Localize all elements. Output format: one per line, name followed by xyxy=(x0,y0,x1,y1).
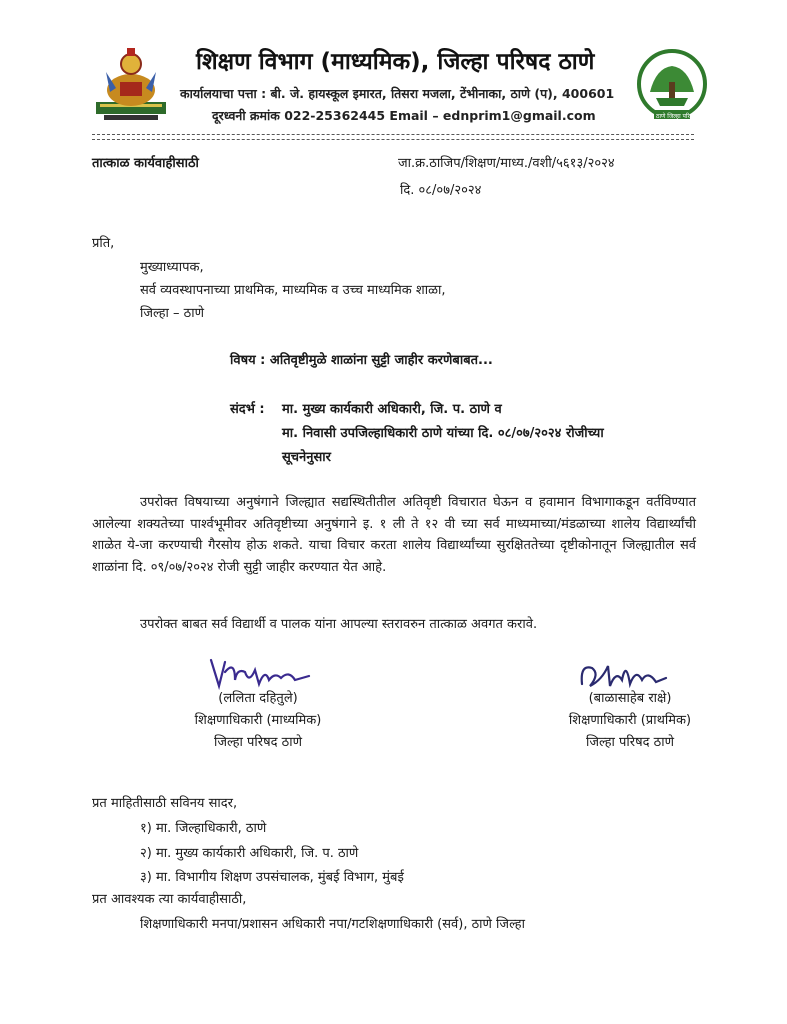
state-emblem-logo xyxy=(90,42,172,124)
zilla-parishad-caption: ठाणे जिल्हा परिषद xyxy=(656,113,697,120)
copy-info-heading: प्रत माहितीसाठी सविनय सादर, xyxy=(92,796,238,811)
office-contact: दूरध्वनी क्रमांक 022-25362445 Email – ednprim1@gmail.com xyxy=(212,108,596,123)
header-rule-top xyxy=(92,134,694,135)
reference-line1: मा. मुख्य कार्यकारी अधिकारी, जि. प. ठाणे व xyxy=(282,402,502,417)
reference-line2: मा. निवासी उपजिल्हाधिकारी ठाणे यांच्या दि. ०८/०७/२०२४ रोजीच्या xyxy=(282,426,604,441)
header-rule-bottom xyxy=(92,139,694,140)
office-address: कार्यालयाचा पत्ता : बी. जे. हायस्कूल इमारत, तिसरा मजला, टेंभीनाका, ठाणे (प), 400601 xyxy=(180,86,615,101)
signatory-left xyxy=(158,688,358,754)
copy-action-heading: प्रत आवश्यक त्या कार्यवाहीसाठी, xyxy=(92,892,247,907)
body-paragraph-2: उपरोक्त बाबत सर्व विद्यार्थी व पालक यांना आपल्या स्तरावरुन तात्काळ अवगत करावे. xyxy=(140,617,538,632)
signatory-right-office: जिल्हा परिषद ठाणे xyxy=(586,735,674,750)
recipient-prati: प्रति, xyxy=(92,236,115,251)
zilla-parishad-logo xyxy=(636,48,708,124)
reference-line3: सूचनेनुसार xyxy=(282,450,331,465)
letter-date: दि. ०८/०७/२०२४ xyxy=(400,183,482,198)
recipient-line2: सर्व व्यवस्थापनाच्या प्राथमिक, माध्यमिक व उच्च माध्यमिक शाळा, xyxy=(140,283,446,298)
reference-number: जा.क्र.ठाजिप/शिक्षण/माध्य./वशी/५६१३/२०२४ xyxy=(398,156,615,171)
copy-info-item: २) मा. मुख्य कार्यकारी अधिकारी, जि. प. ठाणे xyxy=(140,846,359,861)
signatory-right-name: (बाळासाहेब राक्षे) xyxy=(588,691,672,706)
priority-label: तात्काळ कार्यवाहीसाठी xyxy=(92,156,199,171)
signatory-right-designation: शिक्षणाधिकारी (प्राथमिक) xyxy=(568,713,692,728)
reference-label: संदर्भ : xyxy=(230,402,265,417)
signatory-left-name: (ललिता दहितुले) xyxy=(218,691,298,706)
signatory-left-designation: शिक्षणाधिकारी (माध्यमिक) xyxy=(194,713,322,728)
signatory-left-office: जिल्हा परिषद ठाणे xyxy=(214,735,302,750)
body-paragraph-1: उपरोक्त विषयाच्या अनुषंगाने जिल्ह्यात सद्यस्थितीतील अतिवृष्टी विचारात घेऊन व हवामान विभागाकडून वर्तविण्यात आलेल्या शक्यतेच्या पार्श्वभूमीवर अतिवृष्टीच्या अनुषंगाने इ. १ ली ते १२ वी च्या सर्व माध्यमाच्या/मंडळाच्या शालेय विद्यार्थ्यांची शाळेत ये-जा करण्याची गैरसोय होऊ शकते. याचा विचार करता शालेय विद्यार्थ्यांच्या सुरक्षिततेच्या दृष्टीकोनातून जिल्ह्यातील सर्व शाळांना दि. ०९/०७/२०२४ रोजी सुट्टी जाहीर करण्यात येत आहे. xyxy=(92,495,696,575)
office-title: शिक्षण विभाग (माध्यमिक), जिल्हा परिषद ठाणे xyxy=(196,49,595,75)
copy-info-item: १) मा. जिल्हाधिकारी, ठाणे xyxy=(140,821,267,836)
subject-line: विषय : अतिवृष्टीमुळे शाळांना सुट्टी जाहीर करणेबाबत... xyxy=(230,353,493,368)
copy-action-line: शिक्षणाधिकारी मनपा/प्रशासन अधिकारी नपा/गटशिक्षणाधिकारी (सर्व), ठाणे जिल्हा xyxy=(140,917,525,932)
signatory-right xyxy=(530,688,730,754)
recipient-line1: मुख्याध्यापक, xyxy=(140,260,204,275)
copy-info-item: ३) मा. विभागीय शिक्षण उपसंचालक, मुंबई विभाग, मुंबई xyxy=(140,870,404,885)
recipient-line3: जिल्हा – ठाणे xyxy=(140,306,204,321)
